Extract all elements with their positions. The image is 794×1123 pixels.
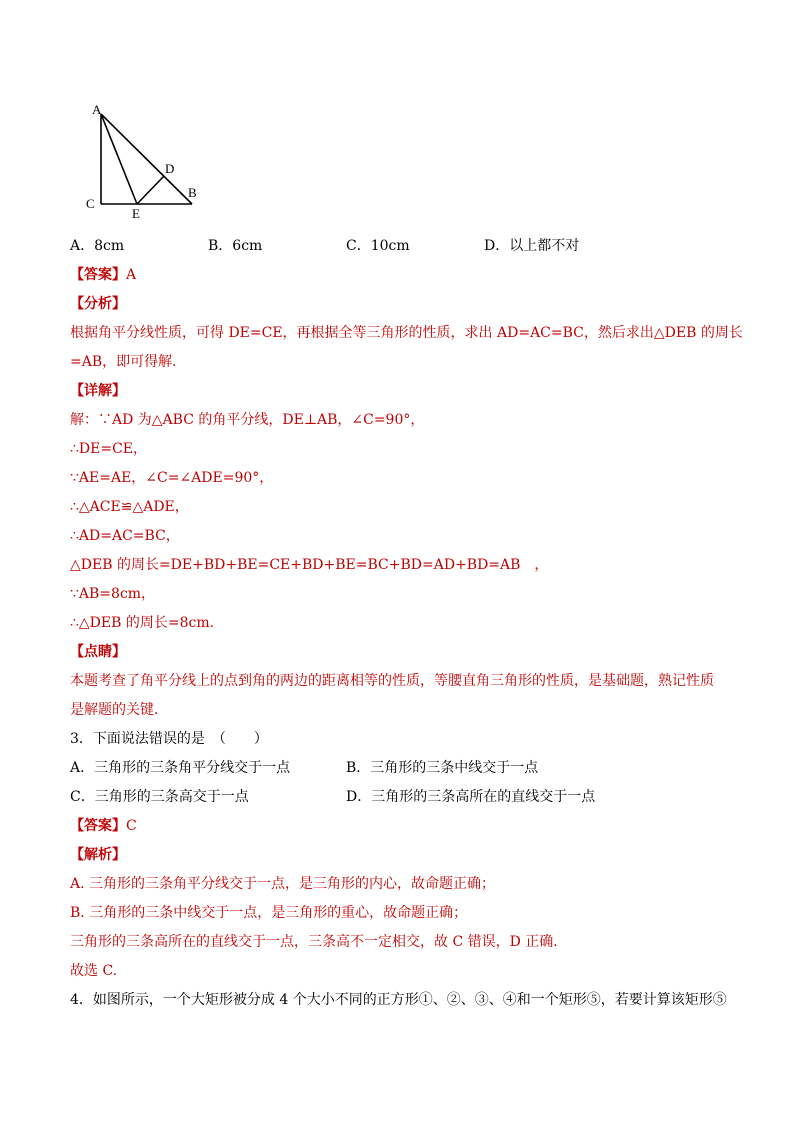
q3-answer-line (70, 816, 137, 836)
analysis-line: =AB，即可得解． (70, 354, 187, 370)
q3-option-d: D．三角形的三条高所在的直线交于一点 (346, 789, 596, 805)
explain-line: 三角形的三条高所在的直线交于一点，三条高不一定相交，故 C 错误，D 正确． (70, 934, 568, 950)
q3-option-a: A．三角形的三条角平分线交于一点 (70, 760, 291, 776)
analysis-line: 根据角平分线性质，可得 DE=CE，再根据全等三角形的性质，求出 AD=AC=BC，然后求出△DEB 的周长 (70, 325, 743, 341)
q4-stem: 4．如图所示，一个大矩形被分成 4 个大小不同的正方形①、②、③、④和一个矩形⑤，若要计算该矩形⑤ (70, 992, 727, 1008)
label-D: D (165, 161, 175, 176)
detail-tag: 【详解】 (70, 383, 126, 399)
comment-line: 是解题的关键． (70, 702, 168, 718)
q2-option-a: A．8cm (70, 238, 125, 254)
detail-line: ∴DE=CE， (70, 441, 148, 457)
detail-line: △DEB 的周长=DE+BD+BE=CE+BD+BE=BC+BD=AD+BD=AB ， (70, 557, 549, 573)
explain-line: 故选 C. (70, 963, 118, 979)
label-A: A (92, 102, 102, 117)
explain-tag: 【解析】 (70, 847, 126, 863)
q2-option-d: D．以上都不对 (484, 238, 580, 254)
comment-line: 本题考查了角平分线上的点到角的两边的距离相等的性质，等腰直角三角形的性质，是基础题，熟记性质 (70, 673, 714, 689)
q2-answer: A (126, 267, 137, 283)
label-B: B (188, 185, 197, 200)
label-E: E (132, 206, 140, 221)
q2-answer-line (70, 265, 136, 285)
answer-tag: 【答案】 (70, 818, 126, 834)
answer-tag: 【答案】 (70, 267, 126, 283)
detail-line: 解：∵AD 为△ABC 的角平分线，DE⊥AB，∠C=90°， (70, 412, 425, 428)
label-C: C (86, 196, 95, 211)
q3-option-b: B．三角形的三条中线交于一点 (346, 760, 539, 776)
detail-line: ∵AE=AE，∠C=∠ADE=90°， (70, 470, 274, 486)
detail-line: ∴△DEB 的周长=8cm. (70, 615, 215, 631)
q3-option-c: C．三角形的三条高交于一点 (70, 789, 249, 805)
q3-stem: 3．下面说法错误的是 （ ） (70, 731, 268, 747)
comment-tag: 【点睛】 (70, 644, 126, 660)
explain-line: B. 三角形的三条中线交于一点，是三角形的重心，故命题正确； (70, 905, 468, 921)
detail-line: ∴△ACE≌△ADE， (70, 499, 189, 515)
q2-option-c: C．10cm (346, 238, 410, 254)
explain-line: A. 三角形的三条角平分线交于一点，是三角形的内心，故命题正确； (70, 876, 496, 892)
triangle-figure (82, 96, 212, 224)
detail-line: ∵AB=8cm， (70, 586, 156, 602)
detail-line: ∴AD=AC=BC， (70, 528, 180, 544)
analysis-tag: 【分析】 (70, 296, 126, 312)
q2-option-b: B．6cm (208, 238, 263, 254)
q3-answer: C (126, 818, 137, 834)
